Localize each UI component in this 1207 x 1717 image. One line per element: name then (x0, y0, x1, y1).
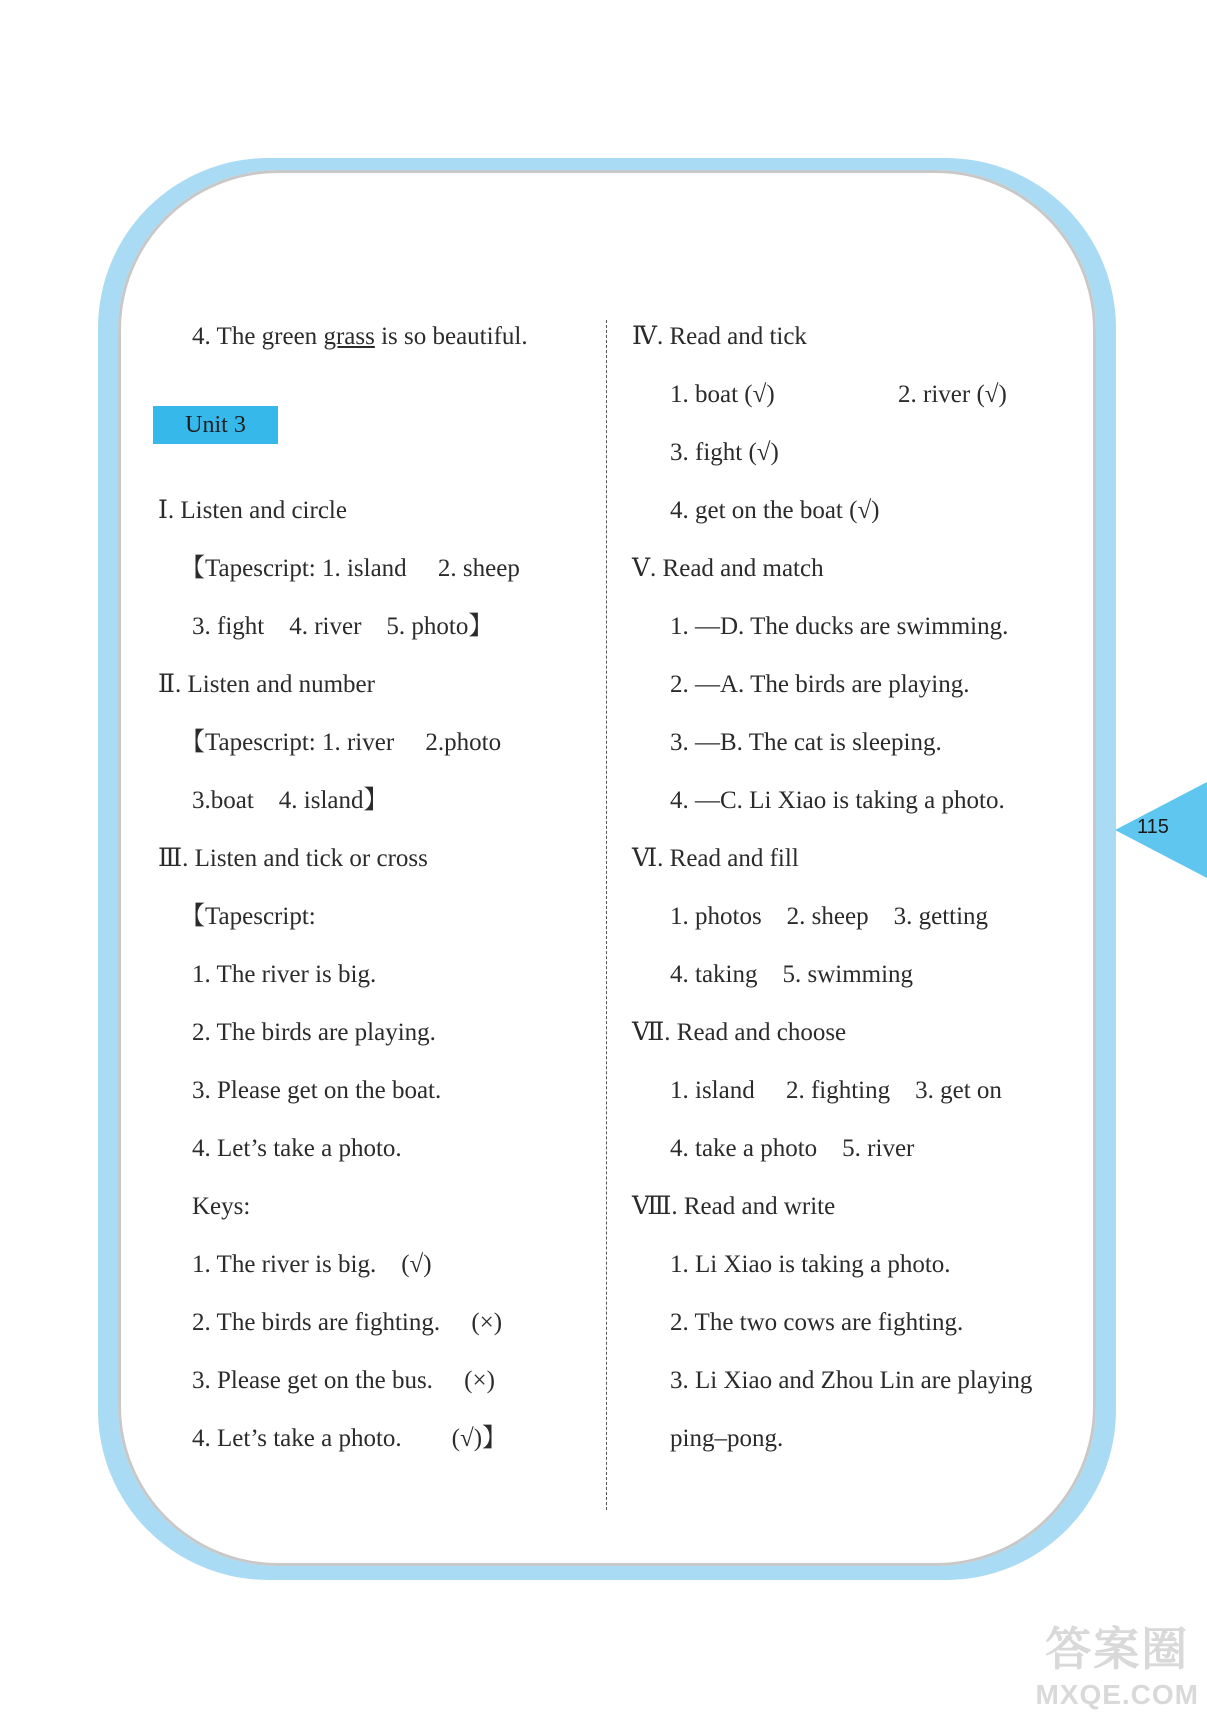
answer-line: 2. river (√) (898, 381, 1007, 408)
section-heading: Ⅴ. Read and match (632, 555, 824, 582)
answer-line: 1. The river is big. (√) (192, 1251, 432, 1278)
top-line-post: is so beautiful. (374, 323, 528, 350)
answer-line: 1. island 2. fighting 3. get on (670, 1077, 1002, 1104)
answer-line: ping–pong. (670, 1425, 784, 1452)
answer-line: 4. Let’s take a photo. (√)】 (192, 1425, 508, 1452)
section-heading: Ⅳ. Read and tick (632, 323, 807, 350)
tapescript-line: 【Tapescript: (180, 903, 316, 930)
underlined-word: grass (323, 323, 375, 350)
answer-line: 4. —C. Li Xiao is taking a photo. (670, 787, 1005, 814)
answer-line: 2. The two cows are fighting. (670, 1309, 964, 1336)
answer-line: 2. —A. The birds are playing. (670, 671, 970, 698)
answer-line: 1. —D. The ducks are swimming. (670, 613, 1009, 640)
section-heading: Ⅱ. Listen and number (158, 671, 375, 698)
section-heading: Ⅲ. Listen and tick or cross (158, 845, 428, 872)
keys-label: Keys: (192, 1193, 251, 1220)
watermark-logo (1035, 1613, 1199, 1711)
page-number: 115 (1137, 816, 1169, 838)
answer-line: 1. The river is big. (192, 961, 377, 988)
section-heading: Ⅰ. Listen and circle (158, 497, 347, 524)
left-top-line (192, 324, 528, 349)
section-heading: Ⅷ. Read and write (632, 1193, 836, 1220)
answer-line: 3. Please get on the bus. (×) (192, 1367, 495, 1394)
answer-line: 1. Li Xiao is taking a photo. (670, 1251, 951, 1278)
answer-line: 3. Li Xiao and Zhou Lin are playing (670, 1367, 1033, 1394)
watermark-cn: 答案圈 (1045, 1623, 1190, 1675)
answer-line: 3. fight (√) (670, 439, 779, 466)
answer-line: 3. Please get on the boat. (192, 1077, 442, 1104)
answer-line: 4. taking 5. swimming (670, 961, 914, 988)
watermark-en: MXQE.COM (1035, 1679, 1199, 1710)
answer-line: 3. —B. The cat is sleeping. (670, 729, 942, 756)
section-heading: Ⅶ. Read and choose (632, 1019, 847, 1046)
tapescript-line: 【Tapescript: 1. island 2. sheep (180, 555, 520, 582)
answer-line: 2. The birds are fighting. (×) (192, 1309, 503, 1336)
section-heading: Ⅵ. Read and fill (632, 845, 799, 872)
top-line-pre: 4. The green (192, 323, 324, 350)
answer-line: 4. get on the boat (√) (670, 497, 880, 524)
unit-badge: Unit 3 (153, 406, 278, 444)
tapescript-line: 【Tapescript: 1. river 2.photo (180, 729, 502, 756)
column-divider (606, 320, 607, 1510)
answer-line: 1. boat (√) (670, 381, 775, 408)
tapescript-line: 3.boat 4. island】 (192, 787, 389, 814)
answer-line: 2. The birds are playing. (192, 1019, 436, 1046)
answer-line: 4. take a photo 5. river (670, 1135, 915, 1162)
tapescript-line: 3. fight 4. river 5. photo】 (192, 613, 494, 640)
answer-line: 1. photos 2. sheep 3. getting (670, 903, 989, 930)
answer-line: 4. Let’s take a photo. (192, 1135, 402, 1162)
